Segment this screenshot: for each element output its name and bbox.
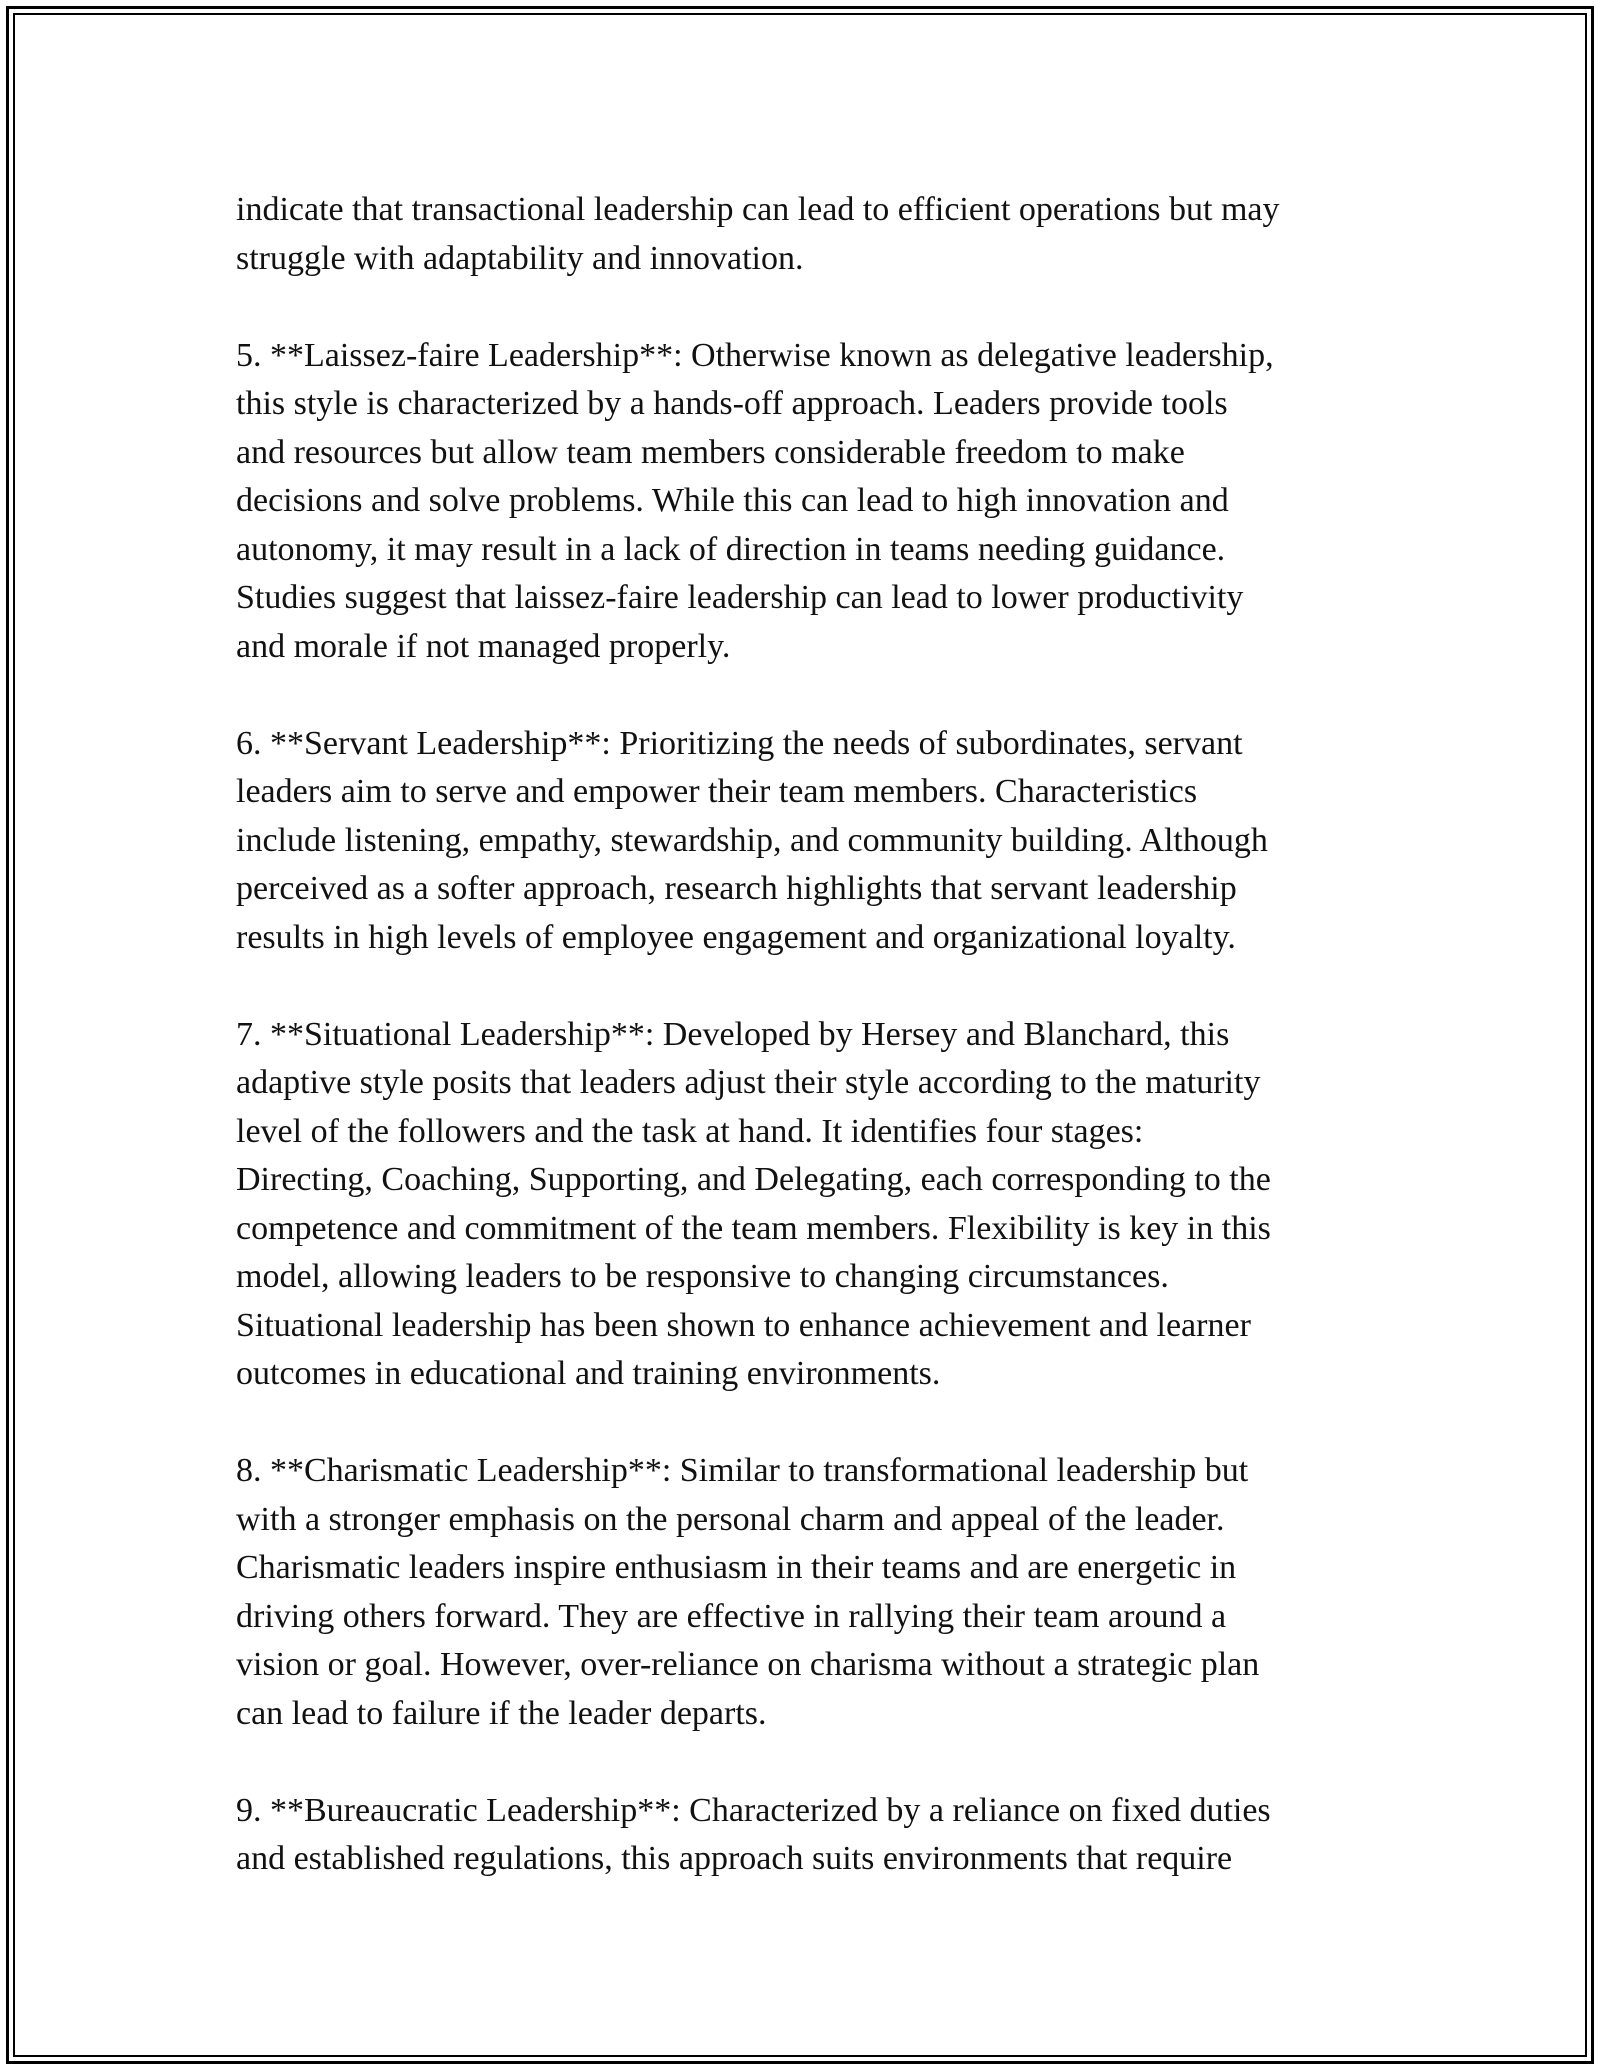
paragraph-situational-leadership: 7. **Situational Leadership**: Developed by Hersey and Blanchard, this adaptive style posits that leaders adjust their style according to the maturity level of the followers and the task at hand. It identifies four stages: Directing, Coaching, Supporting, and Delegating, each corresponding to the competence and commitment of the team members. Flexibility is key in this model, allowing leaders to be responsive to changing circumstances. Situational leadership has been shown to enhance achievement and learner outcomes in educational and training environments.	[236, 1015, 1271, 1392]
paragraph-servant-leadership: 6. **Servant Leadership**: Prioritizing the needs of subordinates, servant leaders aim to serve and empower their team members. Characteristics include listening, empathy, stewardship, and community building. Although perceived as a softer approach, research highlights that servant leadership results in high levels of employee engagement and organizational loyalty.	[236, 724, 1268, 956]
paragraph-charismatic-leadership: 8. **Charismatic Leadership**: Similar to transformational leadership but with a stronger emphasis on the personal charm and appeal of the leader. Charismatic leaders inspire enthusiasm in their teams and are energetic in driving others forward. They are effective in rallying their team around a vision or goal. However, over-reliance on charisma without a strategic plan can lead to failure if the leader departs.	[236, 1452, 1260, 1732]
paragraph-bureaucratic-leadership: 9. **Bureaucratic Leadership**: Characterized by a reliance on fixed duties and established regulations, this approach suits environments that require	[236, 1791, 1271, 1877]
document-body	[236, 186, 1366, 1884]
paragraph-transactional-continuation: indicate that transactional leadership can lead to efficient operations but may struggle with adaptability and innovation.	[236, 191, 1280, 277]
paragraph-laissez-faire-leadership: 5. **Laissez-faire Leadership**: Otherwise known as delegative leadership, this style is characterized by a hands-off approach. Leaders provide tools and resources but allow team members considerable freedom to make decisions and solve problems. While this can lead to high innovation and autonomy, it may result in a lack of direction in teams needing guidance. Studies suggest that laissez-faire leadership can lead to lower productivity and morale if not managed properly.	[236, 336, 1274, 665]
